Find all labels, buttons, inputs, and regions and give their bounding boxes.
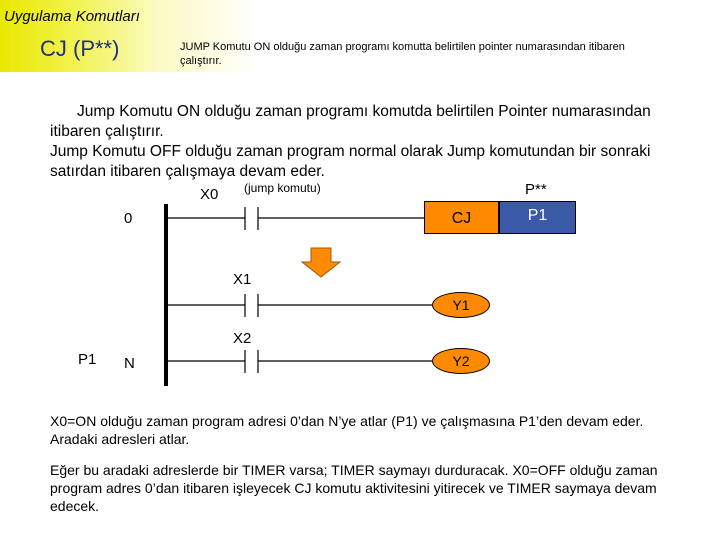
jump-arrow-icon — [302, 248, 340, 277]
rung-1 — [168, 207, 424, 230]
explanation-paragraph-2 — [50, 461, 660, 515]
contact-x0-label: X0 — [200, 186, 219, 203]
explanation-text-2: Eğer bu aradaki adreslerde bir TIMER varsa; TIMER saymayı durduracak. X0=OFF olduğu zaman program adres 0’dan itibaren işleyecek CJ komutu aktivitesini yitirecek ve TIMER saymaya devam edecek. — [50, 462, 658, 514]
command-title: CJ (P**) — [40, 36, 120, 61]
explanation-text-1: X0=ON olduğu zaman program adresi 0’dan N’ye atlar (P1) ve çalışmasına P1’den devam eder. Aradaki adresleri atlar. — [50, 413, 644, 447]
jump-command-note: (jump komutu) — [244, 181, 321, 195]
pointer-p1-label: P1 — [78, 351, 97, 368]
contact-x2-label: X2 — [233, 330, 252, 347]
contact-x1-label: X1 — [233, 271, 252, 288]
rung-2 — [168, 294, 432, 317]
coil-y2: Y2 — [432, 348, 490, 374]
power-rail — [164, 204, 168, 386]
p1-pointer-box: P1 — [499, 201, 576, 234]
slide-title: Uygulama Komutları — [4, 8, 140, 25]
step-n-label: N — [124, 355, 135, 372]
intro-line-off: Jump Komutu OFF olduğu zaman program normal olarak Jump komutundan bir sonraki satırdan itibaren çalışmaya devam eder. — [50, 143, 651, 180]
command-description: JUMP Komutu ON olduğu zaman programı komutta belirtilen pointer numarasından itibaren çalıştırır. — [180, 41, 625, 67]
rung-3 — [168, 350, 432, 373]
explanation-paragraph-1 — [50, 412, 660, 448]
coil-y1: Y1 — [432, 292, 490, 318]
intro-line-on: Jump Komutu ON olduğu zaman programı komutda belirtilen Pointer numarasından itibaren çalıştırır. — [50, 103, 651, 140]
step-0-label: 0 — [124, 210, 133, 227]
pointer-placeholder-label: P** — [525, 181, 547, 198]
cj-instruction-box: CJ — [424, 201, 499, 234]
